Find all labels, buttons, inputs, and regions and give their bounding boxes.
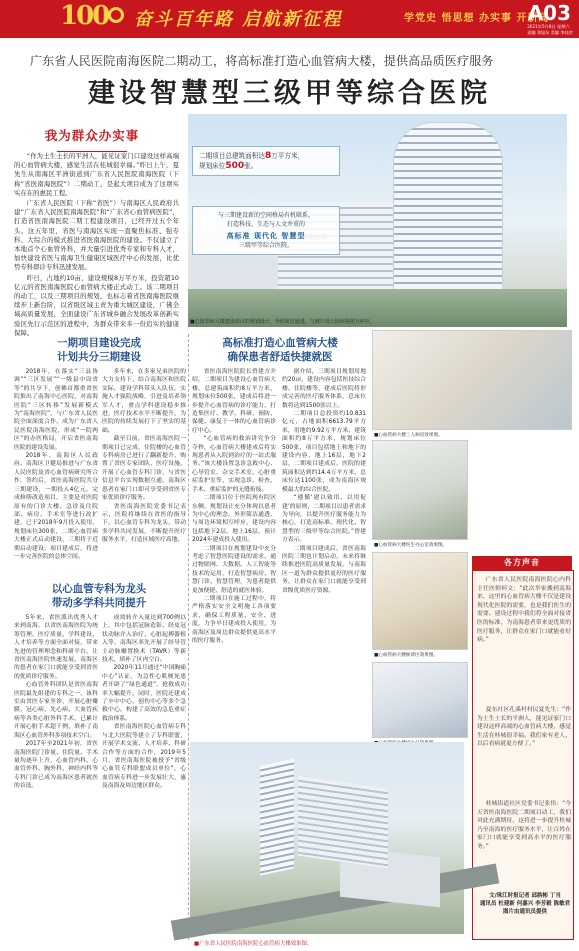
sidebar-heading: 各方声音 <box>472 556 572 570</box>
hero-card-text: 二期项目总建筑面积达 <box>199 152 265 160</box>
col4-paragraph: 二期项目总投资约10.831亿元，占地面积6613.79平方米，用地约9.92万平方米，建筑面积约8万平方米，规划床位500张，项目包括地上和地下的建设内容，地上16层，地下2层，二期项目建成后，医院的建筑面积达到约14.4万平方米，总床位达1100张，成为南海区规模最大的综合医院。 <box>282 411 366 493</box>
sidebar-quote <box>477 706 571 749</box>
hero-card2-tags: 高标准 现代化 智慧型 <box>226 232 306 240</box>
hero-card-text: 规划床位 <box>199 162 226 170</box>
col3-paragraph: 二期项目在施工过程中，将严格落实安全文明施工各项要求，确保工程质量、安全、进度，力争早日建成投入使用，为南海区及周边群众提供更高水平的医疗服务。 <box>192 595 276 644</box>
hero-card-line2 <box>199 161 333 171</box>
hero-card2-line3: 三级甲等综合医院。 <box>238 242 293 249</box>
col3-paragraph: “心血管病的救治讲究争分夺秒，心血管病大楼建成后将实现患者从入院到治疗的一站式服务。”该大楼设置急诊急救中心、心导管室、杂交手术室、心脏重症监护室等，实现急诊、检查、手术、重症监护的无缝衔接。 <box>192 436 276 493</box>
col1-paragraph: 2017年至2021年初，省医南海医院门诊量、住院量、手术量均逐年上升，心血管内科、心血管外科、胸外科、神经内科等专科门诊已成为南海区患者就医的首选。 <box>14 741 98 790</box>
page-number: A03 <box>527 1 571 25</box>
aerial-road <box>171 864 499 941</box>
hero-info-card <box>192 146 340 176</box>
hero-card2-line2: 打造科技、生态与人文并重的 <box>226 221 305 228</box>
intro-body <box>14 152 179 337</box>
masthead-banner <box>0 0 579 38</box>
col1-title2-line1: 以心血管专科为龙头 <box>51 583 147 595</box>
photo-nurse-image <box>373 663 467 737</box>
col2-body-2 <box>102 614 186 940</box>
section-title-text: 我为群众办实事 <box>44 128 140 143</box>
photo-ward-caption: ■心血管病大楼三人病房效果图。 <box>374 433 443 438</box>
col4-paragraph: 据介绍，三期项目规划用地约20亩，建设内容包括医技综合楼、住院楼等，建成后医院将形成完善的医疗服务体系，总床位数将达到1500张以上。 <box>282 369 366 409</box>
col3-paragraph: 二期项目位于医院现有院区东侧，规划设计充分体现以患者为中心的理念，外形简洁通透，与周边环境相互呼应，建设内容包括地下2层、地上16层，预计2024年建成投入使用。 <box>192 495 276 544</box>
aerial-tower <box>260 758 294 875</box>
hero-card-area: 8 <box>264 151 272 161</box>
hero-card-line1 <box>199 151 333 161</box>
col3-title-line1: 高标准打造心血管病大楼 <box>222 337 338 349</box>
col2-paragraph: 省医南海医院党委书记表示，医院将继续在省医的指导下，以心血管专科为龙头，带动多学科共同发展，不断提升医疗服务水平，打造区域医疗高地。 <box>102 503 186 544</box>
photo-office-image <box>373 441 467 539</box>
col1-paragraph: 2018年，在落实“三县协调”“三区发展”“一级县中设省等”的共享下，创佛首都重省医院推出了南海中心医院，对南海医院“三区转移”发展新模式为“南海医院”，与广东省人民医院全面深度合作，成为广东省人民医院南海医院，形成“一院两区”的办医格局，开启省医南海医院的建设发展。 <box>14 369 98 451</box>
col3-body <box>192 368 276 738</box>
section-title-service <box>34 126 150 152</box>
col2-paragraph: 2020年11月通过“中国胸痛中心”认证，为急性心肌梗死患者开辟了“绿色通道”，抢救成功率大幅提升。同时，医院还建成了卒中中心、创伤中心等多个急救中心，构建了高效的急危重症救治体系。 <box>102 665 186 722</box>
sidebar-quote-text: 桂城街道社区党委书记张伟：“今天省医南海医院二期项目动工，我们对此充满期待，这将进一步提升桂城乃至南海的医疗服务水平，让百姓在家门口就能享受到高水平的医疗服务。” <box>477 801 571 850</box>
centenary-logo <box>60 3 126 35</box>
photo-waiting-image <box>373 553 467 649</box>
masthead-meta <box>527 24 573 36</box>
col1-title-line1: 一期项目建设完成 <box>57 337 141 349</box>
aerial-caption: ■广东省人民医院南海医院心血管病大楼效果图。 <box>194 941 313 947</box>
col1-title2-line2: 带动多学科共同提升 <box>51 597 147 609</box>
col4-body <box>282 368 366 738</box>
col3-paragraph: 二期项目在规划建设中充分考虑了智慧医院建设的需求，通过物联网、大数据、人工智能等技术的运用，打造智慧病房、智慧门诊、智慧管理，为患者提供更加便捷、舒适的就医体验。 <box>192 545 276 594</box>
col1-body <box>14 368 98 576</box>
editor-line: 责编 刘旭东 美编 李佳彦 <box>527 30 573 35</box>
aerial-rendering <box>190 742 464 934</box>
col1-title-2 <box>14 582 184 610</box>
logo-number: 100 <box>60 1 109 31</box>
col3-paragraph: 省医南海医院院长曾建方介绍，二期项目为建设心血管病大楼，总建筑面积约8万平方米，规划床位500张，建成后将进一步提升心血管病的诊疗能力，打造集医疗、教学、科研、预防、保健、康复于一体的心血管病诊疗中心。 <box>192 369 276 434</box>
hero-card-beds: 500 <box>225 161 245 171</box>
publish-date: 2021年5月8日 星期六 <box>527 24 570 29</box>
sidebar-quote-text: 夏东社区孔溪村村民夏先生：“作为土生土长的平洲人，能见证家门口建设这样高端的心血管病大楼，感觉生活在桂城很幸福。我们家有老人，以后看病就更方便了。” <box>477 707 571 748</box>
hero-card2-line1: 与三期建设新的空间格局有机联系， <box>217 212 314 219</box>
hero-card-text: 张。 <box>244 162 258 170</box>
col4-paragraph: 二期项目建成后，省医南海医院三期也计划启动，未来将继续推进医院高质量发展，与南海区一道为群众提供更好的医疗服务，让群众在家门口就能享受到省级优质医疗资源。 <box>282 545 366 594</box>
col1-paragraph: 2018年，南海区人民政府、南海区卫健局推进与广东省人民医院及省心血管病研究所合作，签约后，省医南海医院共分三期建设，一期投入4亿元，完成修缮改造项目，主要是对医院原有的门诊大楼、急诊及住院部、病房、手术室等进行改扩建，已于2018年9月投入使用，规划床位300张，二期心血管病大楼正式启动建设，三期将于近期启动建设，项目建成后，将进一步完善医院的总体空间。 <box>14 453 98 560</box>
col2-paragraph: 截至目前，省医南海医院一期项目已完成，住院楼的心血管专科病房已进行了翻新提升，购置了省医专家团队、医疗设施，开展了心血管专科门诊，与省医信息平台实现数据互通，南海区患者在家门口即可享受到省医专家优质诊疗服务。 <box>102 436 186 502</box>
col1-paragraph: 心血管外科团队是省医南海医院最先组建的专科之一，该科室由省医专家坐诊，开展心脏瓣膜、冠心病、先心病、大血管疾病等各类心脏外科手术，已累计开展心脏手术超千例，填补了南海区心血管外科多项技术空白。 <box>14 682 98 739</box>
hero-card-text: 万平方米， <box>271 152 305 160</box>
photo-ward <box>372 330 572 430</box>
photo-ward-image <box>373 331 571 429</box>
hero-tower <box>393 122 503 317</box>
photo-office <box>372 440 468 540</box>
article-subheadline: 广东省人民医院南海医院二期动工，将高标准打造心血管病大楼，提供高品质医疗服务 <box>30 54 494 68</box>
logo-ring-icon <box>108 7 124 23</box>
credits-text: 文/珠江时报记者 邱韵彬 丁当 通讯员 杜建新 何嘉兴 李芳毅 陈敏君 图片由通讯员提供 <box>479 893 571 915</box>
masthead-subtags: 学党史 悟思想 办实事 开新局 <box>404 13 550 24</box>
article-credits <box>478 892 572 916</box>
hero-caption: ■心血管病大楼建设项目的规划设计，外形简洁通透，与被片周公园环境相互呼应。 <box>190 319 375 325</box>
photo-nurse-station <box>372 662 468 738</box>
col2-body <box>102 368 186 576</box>
intro-paragraph: 广东省人民医院（下称“省医”）与南海区人民政府共建“广东省人民医院南海医院”和“广东省心血管病医院”，打造省医南海医院二期工程建设项目，已经开过五个年头。这五年里，省医与南海区实现一直聚焦标准、强专科、大综合的模式推进省医南海医院的建设。不仅建立了本地首个心血管外科，并大量引进优秀专家和专科人才，加快建设省医与南海卫生健康区域医疗中心的发展，比优势专科即诊专科迅速发展。 <box>14 199 179 272</box>
column-divider <box>188 334 189 940</box>
col2-paragraph: 成效转介入量达到700例以上，其中包括冠脉造影、经皮冠状动脉介入治疗、心脏起搏器植入等，南海区率先开展了经导管主动脉瓣置换术（TAVR）等新技术，填补了区内空白。 <box>102 615 186 664</box>
masthead-slogan: 奋斗百年路 启航新征程 <box>134 9 343 30</box>
photo-waiting <box>372 552 468 650</box>
intro-paragraph: “作为土生土长的平洲人，能见证家门口建设这样高端的心血管病大楼，感觉生活在桂城很幸福。”昨日上午，夏先生从南海区平洲街道到广东省人民医院南海医院（下称“省医南海医院”）二期动工，是起大项目成为了这项实实在在的惠民工程。 <box>14 152 179 197</box>
hero-info-card-2 <box>192 206 340 255</box>
intro-paragraph: 昨日，占地约10亩，建设规模8万平方米，投资超10亿元的省医南海医院心血管病大楼正式动工。该二期项目的动工，以及三期项目的规划，也标志着省医南海医院继续步上新台阶，以省级区域主责为重大城区建设，广佛全域高质量发展，全面建设广东省城乡融合发展改革创新实验区先行示范区的进程中，为群众带来多一份追实的健康保障。 <box>14 273 179 337</box>
article-headline: 建设智慧型三级甲等综合医院 <box>88 78 491 109</box>
col3-title <box>192 336 368 364</box>
col2-paragraph: 省医南海医院心血管病专科与北大医院等建立了专科联盟，开展学术交流、人才培养、科研合作等方面的合作，2019年5月，省医南海医院被授予“省级心血管专科联盟成员单位”，心血管病专科进一步发展壮大，惠及南海及周边地区群众。 <box>102 724 186 790</box>
col4-paragraph: “遵循‘建以致用、以用促建’的原则，二期项目以患者需求为导向，以提升医疗服务能力为核心，打造高标准、现代化、智慧型的三级甲等综合医院。”曾建方表示。 <box>282 495 366 544</box>
col3-title-line2: 确保患者舒适快捷就医 <box>227 351 333 363</box>
photo-office-caption: ■心血管病大楼医生办公室效果图。 <box>374 543 448 548</box>
sidebar-quote <box>477 576 571 645</box>
col2-paragraph: 多年来，在多家兄弟医院的大力支持下，结合南海区和医院实际，建设学科带头人队伍，实施人才强院战略，引进及培养领军人才，重点学科建设稳步推进，医疗技术水平不断提升，为医院的持续发展打下了坚实的基础。 <box>102 369 186 434</box>
col1-title-line2: 计划共分三期建设 <box>57 351 141 363</box>
sidebar-quote-text: 广东省人民医院南海医院心内科主任医师何文：“此次举家搬到南海来，这里的心血管病大楼不仅是建设现代化医院的需要，也是我们医生的需要。建设过程中我们将全面对接省医的标准，为南海患者带来更优质的医疗服务，让群众在家门口就能看好病。” <box>477 577 571 644</box>
aerial-mid-building <box>298 776 388 869</box>
col1-body-2 <box>14 614 98 940</box>
photo-waiting-caption: ■心血管病大楼候诊区效果图。 <box>374 653 439 658</box>
col1-title <box>14 336 184 364</box>
col1-paragraph: 5年来，省医派出优秀人才来到南海，以省医南海医院为统筹管理、医疗质量、学科建设，人才培养等方面全面对接，带来先进的管理理念和科研平台，让省医南海医院快速发展，南海区的患者在家门口就能享受到省医的优质诊疗服务。 <box>14 615 98 680</box>
sidebar-quote <box>477 800 571 852</box>
